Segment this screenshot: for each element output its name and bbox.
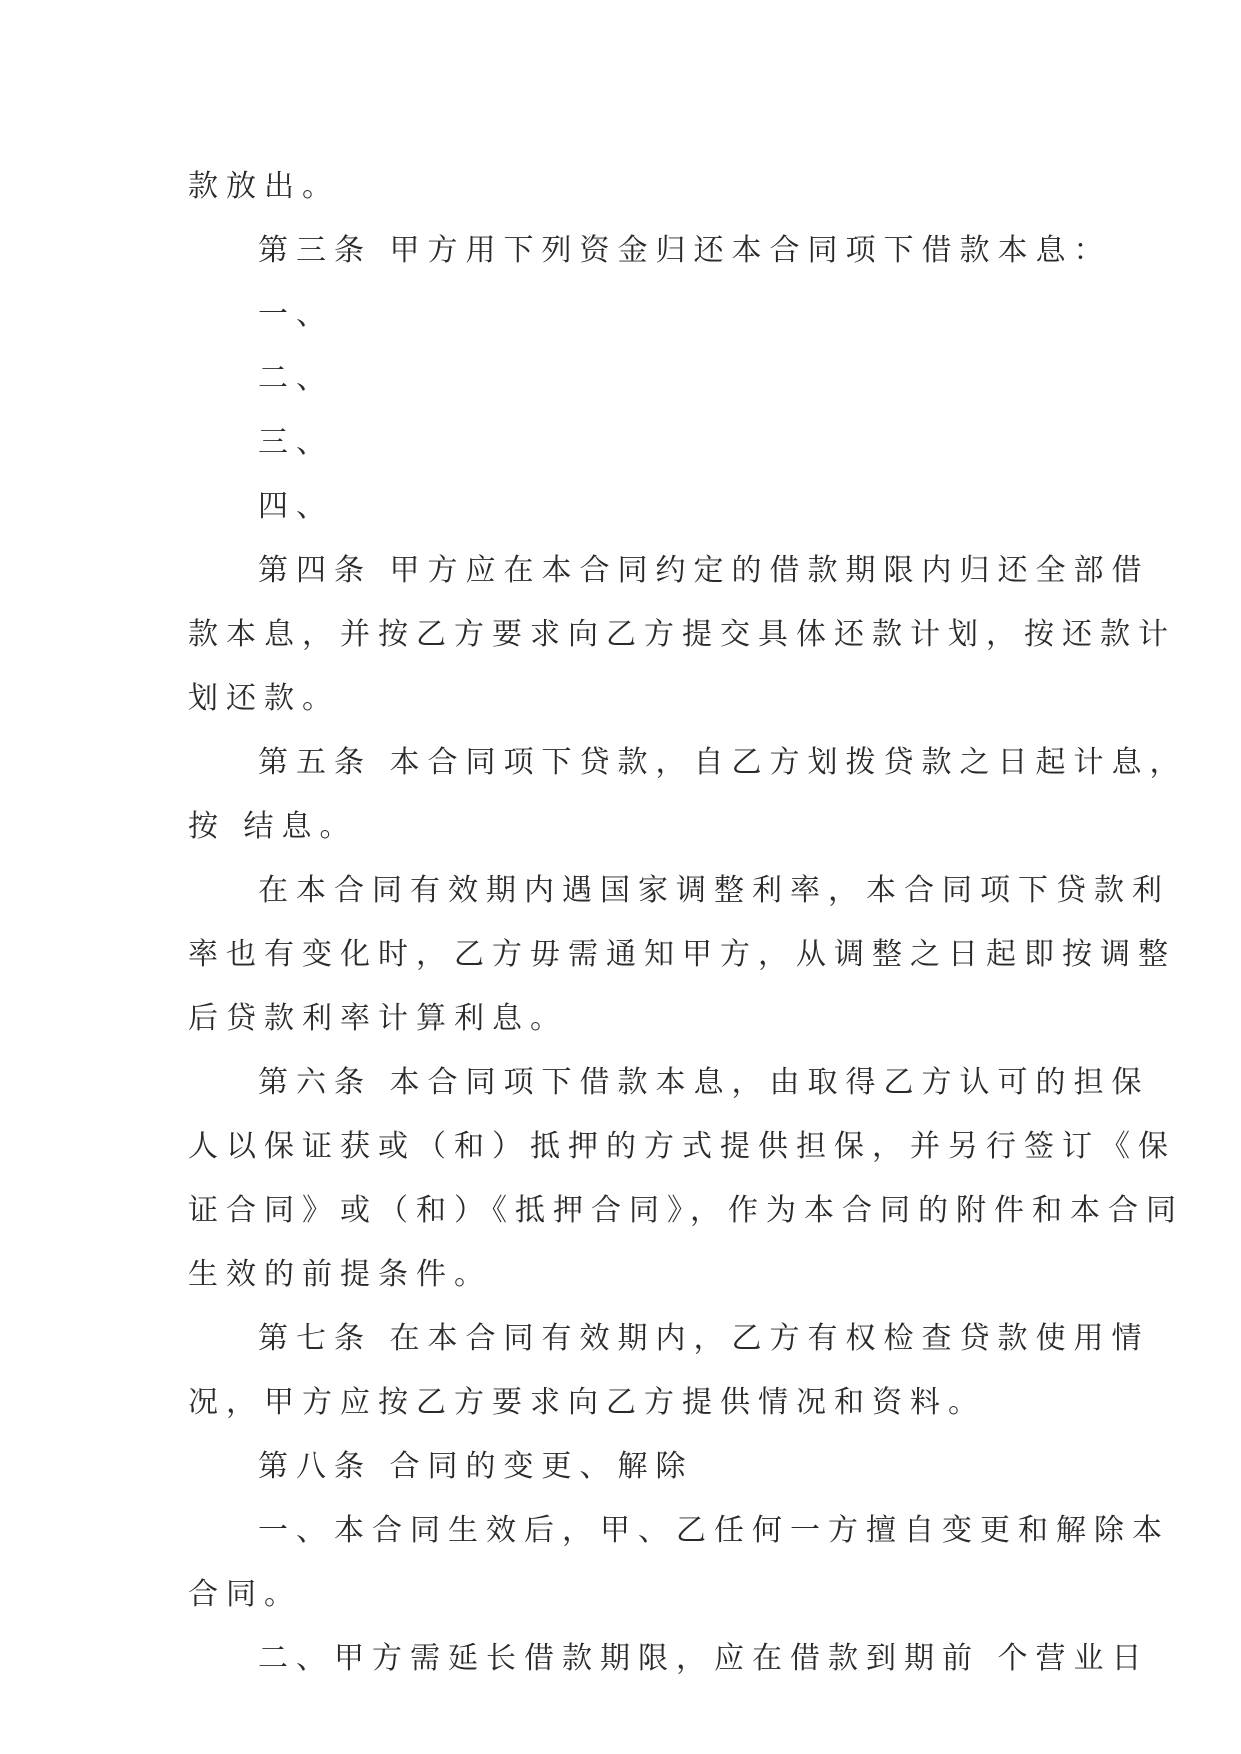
text-line: 第六条 本合同项下借款本息，由取得乙方认可的担保 [258, 1065, 1150, 1100]
text-line: 后贷款利率计算利息。 [188, 1001, 568, 1036]
text-line: 在本合同有效期内遇国家调整利率，本合同项下贷款利 [258, 873, 1170, 908]
text-line: 况，甲方应按乙方要求向乙方提供情况和资料。 [188, 1385, 986, 1420]
text-line: 二、 [258, 361, 334, 396]
text-line: 按 结息。 [188, 809, 358, 844]
text-line: 二、甲方需延长借款期限，应在借款到期前 个营业日 [258, 1641, 1150, 1676]
text-line: 三、 [258, 425, 334, 460]
text-line: 款本息，并按乙方要求向乙方提交具体还款计划，按还款计 [188, 617, 1176, 652]
text-line: 合同。 [188, 1577, 302, 1612]
text-line: 划还款。 [188, 681, 340, 716]
text-line: 人以保证获或（和）抵押的方式提供担保，并另行签订《保 [188, 1129, 1176, 1164]
text-line: 生效的前提条件。 [188, 1257, 492, 1292]
text-line: 第四条 甲方应在本合同约定的借款期限内归还全部借 [258, 553, 1150, 588]
text-line: 款放出。 [188, 169, 340, 204]
text-line: 一、本合同生效后，甲、乙任何一方擅自变更和解除本 [258, 1513, 1170, 1548]
text-line: 四、 [258, 489, 334, 524]
text-line: 第五条 本合同项下贷款，自乙方划拨贷款之日起计息， [258, 745, 1188, 780]
text-line: 证合同》或（和）《抵押合同》，作为本合同的附件和本合同 [188, 1193, 1184, 1228]
text-line: 率也有变化时，乙方毋需通知甲方，从调整之日起即按调整 [188, 937, 1176, 972]
text-line: 第三条 甲方用下列资金归还本合同项下借款本息： [258, 233, 1112, 268]
contract-body [188, 155, 1188, 1691]
text-line: 第七条 在本合同有效期内，乙方有权检查贷款使用情 [258, 1321, 1150, 1356]
text-line: 一、 [258, 297, 334, 332]
text-line: 第八条 合同的变更、解除 [258, 1449, 694, 1484]
